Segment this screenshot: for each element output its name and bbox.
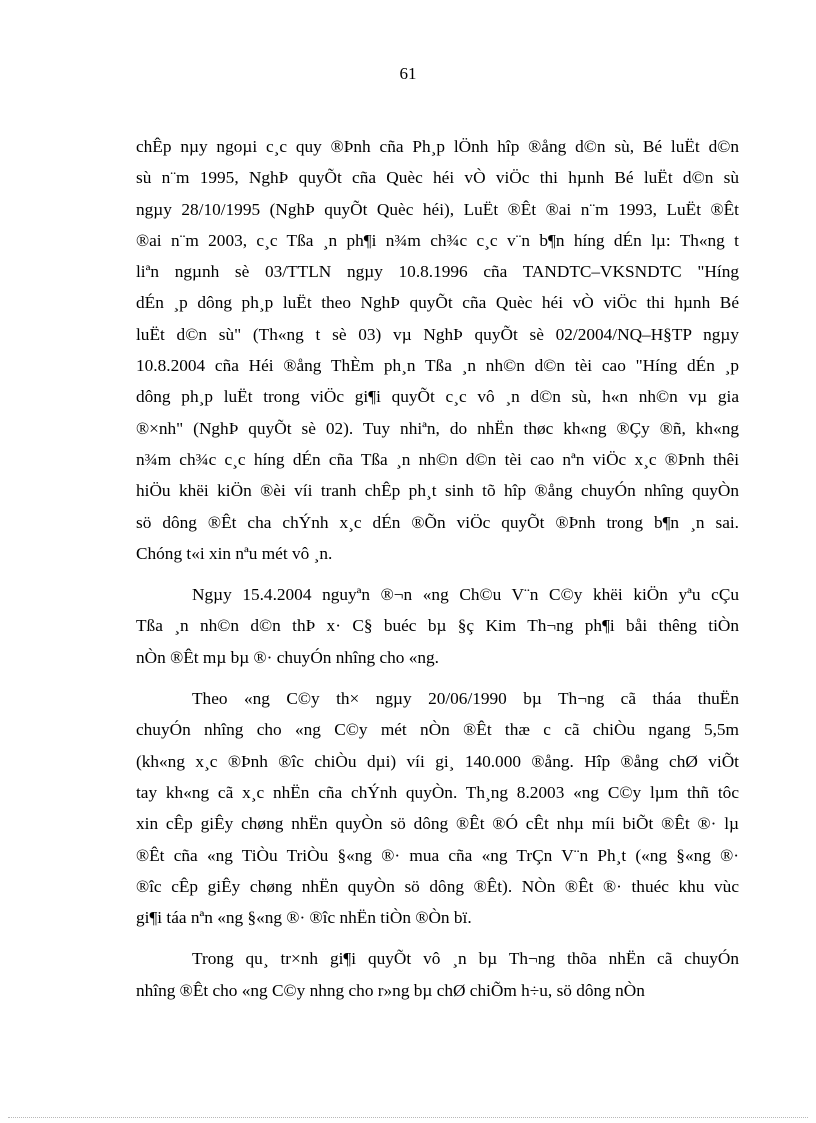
paragraph	[136, 131, 739, 569]
text-line: gi¶i táa nªn «ng §«ng ®· ®îc nhËn tiÒn ®Òn bï.	[136, 908, 472, 928]
text-line: dông ph¸p luËt trong viÖc gi¶i quyÕt c¸c vô ¸n d©n sù, h«n nh©n vµ gia	[136, 387, 739, 407]
text-line: sö dông ®Êt cha chÝnh x¸c dÉn ®Õn viÖc quyÕt ®Þnh trong b¶n ¸n sai.	[136, 512, 739, 532]
paragraph	[136, 943, 739, 1006]
text-line: Tßa ¸n nh©n d©n thÞ x· C§ buéc bµ §ç Kim Th¬ng ph¶i båi thêng tiÒn	[136, 616, 739, 636]
page-bottom-divider	[8, 1117, 808, 1118]
text-line: ngµy 28/10/1995 (NghÞ quyÕt Quèc héi), LuËt ®Êt ®ai n¨m 1993, LuËt ®Êt	[136, 199, 739, 219]
text-line: 10.8.2004 cña Héi ®ång ThÈm ph¸n Tßa ¸n nh©n d©n tèi cao "Híng dÉn ¸p	[136, 356, 739, 376]
text-line: xin cÊp giÊy chøng nhËn quyÒn sö dông ®Êt ®Ó cÊt nhµ míi biÕt ®Êt ®· lµ	[136, 814, 739, 834]
text-line: ®ai n¨m 2003, c¸c Tßa ¸n ph¶i n¾m ch¾c c¸c v¨n b¶n híng dÉn lµ: Th«ng t	[136, 230, 739, 250]
page-number: 61	[399, 64, 417, 83]
text-line: tay kh«ng cã x¸c nhËn cña chÝnh quyÒn. Th¸ng 8.2003 «ng C©y lµm thñ tôc	[136, 782, 739, 802]
body-text	[136, 131, 739, 1016]
text-line: Theo «ng C©y th× ngµy 20/06/1990 bµ Th¬ng cã tháa thuËn	[192, 689, 739, 709]
text-line: luËt d©n sù" (Th«ng t sè 03) vµ NghÞ quyÕt sè 02/2004/NQ–H§TP ngµy	[136, 324, 739, 344]
text-line: nhîng ®Êt cho «ng C©y nhng cho r»ng bµ chØ chiÕm h÷u, sö dông nÒn	[136, 980, 645, 1000]
text-line: (kh«ng x¸c ®Þnh ®îc chiÒu dµi) víi gi¸ 140.000 ®ång. Hîp ®ång chØ viÕt	[136, 751, 739, 771]
text-line: liªn ngµnh sè 03/TTLN ngµy 10.8.1996 cña TANDTC–VKSNDTC "Híng	[136, 262, 739, 282]
text-line: ®×nh" (NghÞ quyÕt sè 02). Tuy nhiªn, do nhËn thøc kh«ng ®Çy ®ñ, kh«ng	[136, 418, 739, 438]
text-line: Chóng t«i xin nªu mét vô ¸n.	[136, 543, 333, 563]
text-line: ®îc cÊp giÊy chøng nhËn quyÒn sö dông ®Êt). NÒn ®Êt ®· thuéc khu vùc	[136, 876, 739, 896]
text-line: sù n¨m 1995, NghÞ quyÕt cña Quèc héi vÒ viÖc thi hµnh Bé luËt d©n sù	[136, 168, 739, 188]
text-line: chuyÓn nhîng cho «ng C©y mét nÒn ®Êt thæ c cã chiÒu ngang 5,5m	[136, 720, 739, 740]
paragraph	[136, 579, 739, 673]
text-line: Ngµy 15.4.2004 nguyªn ®¬n «ng Ch©u V¨n C©y khëi kiÖn yªu cÇu	[192, 585, 739, 605]
text-line: ®Êt cña «ng TiÒu TriÒu §«ng ®· mua cña «ng TrÇn V¨n Ph¸t («ng §«ng ®·	[136, 845, 739, 865]
text-line: chÊp nµy ngoµi c¸c quy ®Þnh cña Ph¸p lÖnh hîp ®ång d©n sù, Bé luËt d©n	[136, 137, 739, 156]
text-line: n¾m ch¾c c¸c híng dÉn cña Tßa ¸n nh©n d©n tèi cao nªn viÖc x¸c ®Þnh thêi	[136, 449, 739, 469]
text-line: Trong qu¸ tr×nh gi¶i quyÕt vô ¸n bµ Th¬ng thõa nhËn cã chuyÓn	[192, 949, 739, 969]
text-line: dÉn ¸p dông ph¸p luËt theo NghÞ quyÕt cña Quèc héi vÒ viÖc thi hµnh Bé	[136, 293, 739, 313]
text-line: nÒn ®Êt mµ bµ ®· chuyÓn nhîng cho «ng.	[136, 647, 439, 667]
paragraph	[136, 683, 739, 933]
text-line: hiÖu khëi kiÖn ®èi víi tranh chÊp ph¸t sinh tõ hîp ®ång chuyÓn nhîng quyÒn	[136, 481, 739, 501]
